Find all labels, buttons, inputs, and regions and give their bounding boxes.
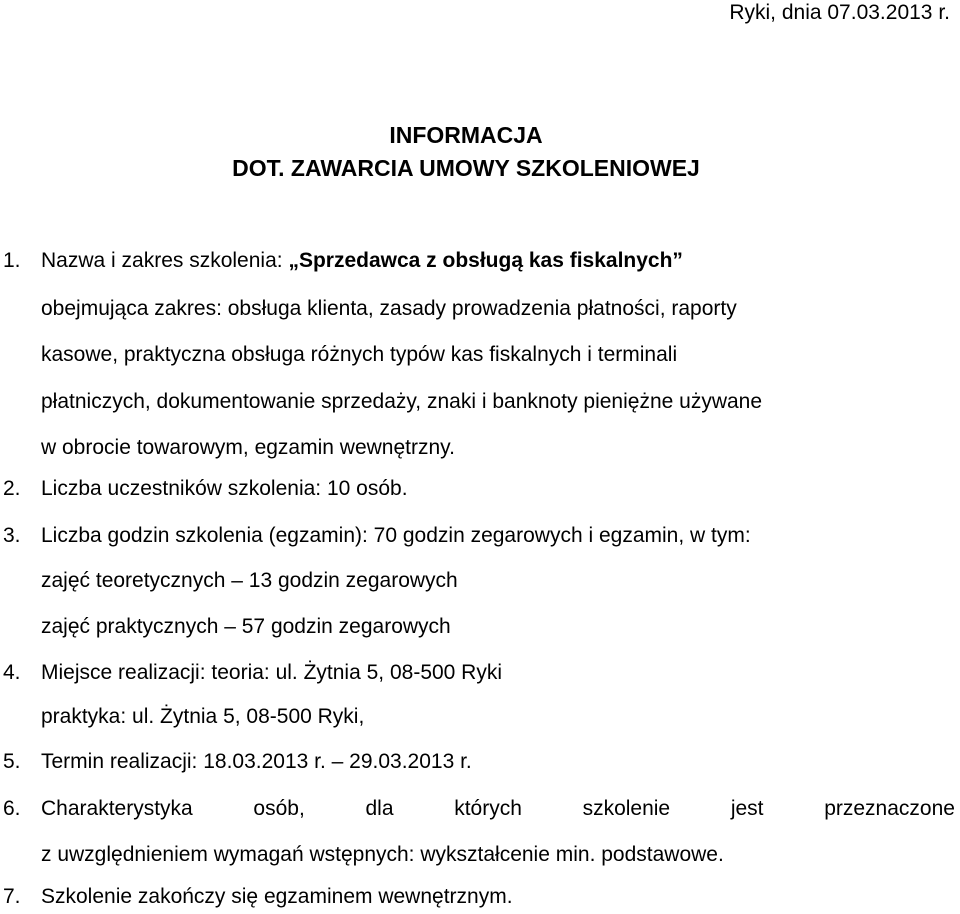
- item-1-prefix: Nazwa i zakres szkolenia:: [41, 249, 289, 272]
- date-line: Ryki, dnia 07.03.2013 r.: [729, 1, 950, 24]
- document-subtitle: DOT. ZAWARCIA UMOWY SZKOLENIOWEJ: [232, 155, 700, 181]
- item-3-number: 3.: [3, 524, 21, 547]
- course-name: „Sprzedawca z obsługą kas fiskalnych”: [288, 249, 683, 272]
- item-4-number: 4.: [3, 661, 21, 684]
- document-page: Ryki, dnia 07.03.2013 r. INFORMACJA DOT. ZAWARCIA UMOWY SZKOLENIOWEJ 1. Nazwa i zakres szkolenia: „Sprzedawca z obsługą kas fiskalnych” obejmująca zakres: obsługa klienta, zasady prowadzenia płatności, raporty kasowe, praktyczna obsługa różnych typów kas fiskalnych i terminali płatniczych, dokumentowanie sprzedaży, znaki i banknoty pieniężne używane w obrocie towarowym, egzamin wewnętrzny. 2. Liczba uczestników szkolenia: 10 osób. 3. Liczba godzin szkolenia (egzamin): 70 godzin zegarowych i egzamin, w tym: zajęć teoretycznych – 13 godzin zegarowych zajęć praktycznych – 57 godzin zegarowych 4. Miejsce realizacji: teoria: ul. Żytnia 5, 08-500 Ryki praktyka: ul. Żytnia 5, 08-500 Ryki, 5. Termin realizacji: 18.03.2013 r. – 29.03.2013 r. 6. Charakterystyka osób, dla których szkolenie jest przeznaczone z uwzględnieniem wymagań wstępnych: wykształcenie min. podstawowe. 7. Szkolenie zakończy się egzaminem wewnętrznym.: [0, 0, 960, 914]
- item-5-number: 5.: [3, 750, 21, 773]
- item-6-justified-line: Charakterystyka osób, dla których szkolenie jest przeznaczone: [41, 797, 955, 820]
- item-7-number: 7.: [3, 885, 21, 908]
- item-6-number: 6.: [3, 797, 21, 820]
- item-1-number: 1.: [3, 249, 21, 272]
- item-2-number: 2.: [3, 477, 21, 500]
- document-title: INFORMACJA: [389, 122, 543, 148]
